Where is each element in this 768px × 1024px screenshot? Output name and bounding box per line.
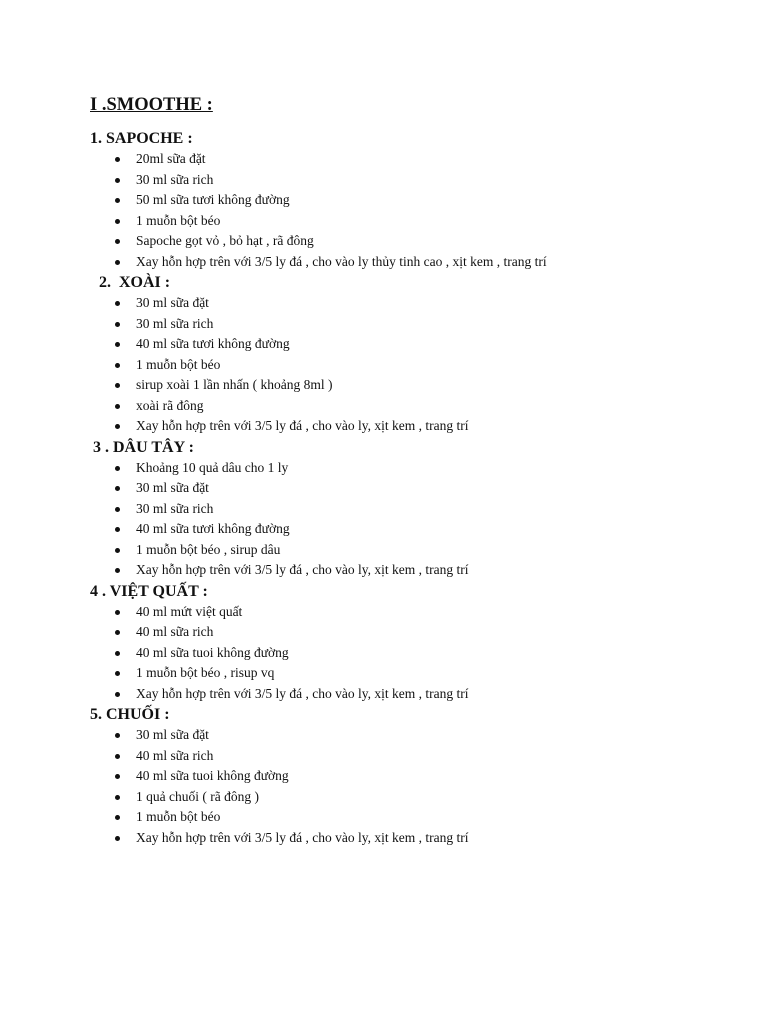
bullet-icon: [115, 198, 120, 203]
list-item-text: 50 ml sữa tươi không đường: [136, 192, 290, 207]
list-item: [0, 602, 768, 623]
list-item-text: 40 ml sữa rich: [136, 747, 214, 763]
list-item-text: 30 ml sữa rich: [136, 171, 214, 187]
bullet-icon: [115, 815, 120, 820]
recipe-section-viet-quat: [0, 581, 768, 705]
list-item: [0, 746, 768, 767]
bullet-icon: [115, 548, 120, 553]
list-item: [0, 560, 768, 581]
bullet-icon: [115, 774, 120, 779]
list-item: [0, 293, 768, 314]
list-item-text: 20ml sữa đặt: [136, 151, 206, 166]
list-item: [0, 766, 768, 787]
list-item: [0, 499, 768, 520]
list-item: [0, 478, 768, 499]
list-item-text: 1 muỗn bột béo: [136, 356, 221, 372]
list-item-text: 40 ml sữa rich: [136, 624, 214, 639]
list-item: [0, 355, 768, 376]
list-item: [0, 807, 768, 828]
list-item-text: 40 ml sữa tuoi không đường: [136, 644, 289, 660]
list-item-text: 30 ml sữa đặt: [136, 295, 209, 310]
document-title: I .SMOOTHE :: [90, 95, 213, 115]
list-item: [0, 663, 768, 684]
list-item-text: 40 ml sữa tuoi không đường: [136, 768, 289, 783]
list-item: [0, 787, 768, 808]
bullet-icon: [115, 610, 120, 615]
list-item: [0, 375, 768, 396]
list-item: [0, 231, 768, 252]
list-item-text: 1 muỗn bột béo , risup vq: [136, 665, 275, 680]
bullet-icon: [115, 754, 120, 759]
list-item: [0, 684, 768, 705]
list-item: [0, 828, 768, 849]
section-heading: 5. CHUỐI :: [90, 706, 170, 723]
list-item: [0, 211, 768, 232]
bullet-icon: [115, 836, 120, 841]
list-item: [0, 334, 768, 355]
list-item-text: Xay hỗn hợp trên với 3/5 ly đá , cho vào ly, xịt kem , trang trí: [136, 685, 469, 701]
list-item-text: 30 ml sữa rich: [136, 315, 214, 331]
list-item-text: Xay hỗn hợp trên với 3/5 ly đá , cho vào ly, xịt kem , trang trí: [136, 562, 469, 577]
bullet-icon: [115, 424, 120, 429]
list-item-text: Xay hỗn hợp trên với 3/5 ly đá , cho vào ly thủy tinh cao , xịt kem , trang trí: [136, 253, 547, 269]
list-item-text: Xay hỗn hợp trên với 3/5 ly đá , cho vào ly, xịt kem , trang trí: [136, 829, 469, 845]
section-heading: 3 . DÂU TÂY :: [93, 438, 194, 456]
ingredient-list: [0, 293, 768, 437]
bullet-icon: [115, 671, 120, 676]
recipe-sections: [0, 128, 768, 848]
bullet-icon: [115, 239, 120, 244]
bullet-icon: [115, 363, 120, 368]
bullet-icon: [115, 630, 120, 635]
list-item-text: 1 muỗn bột béo , sirup dâu: [136, 541, 281, 557]
bullet-icon: [115, 568, 120, 573]
list-item: [0, 314, 768, 335]
list-item: [0, 149, 768, 170]
ingredient-list: [0, 725, 768, 848]
list-item-text: sirup xoài 1 lần nhấn ( khoảng 8ml ): [136, 377, 333, 392]
bullet-icon: [115, 527, 120, 532]
bullet-icon: [115, 260, 120, 265]
list-item: [0, 540, 768, 561]
list-item-text: Xay hỗn hợp trên với 3/5 ly đá , cho vào ly, xịt kem , trang trí: [136, 418, 469, 433]
bullet-icon: [115, 651, 120, 656]
list-item-text: 1 quả chuối ( rã đông ): [136, 788, 259, 804]
recipe-section-chuoi: [0, 704, 768, 848]
recipe-section-xoai: [0, 272, 768, 437]
recipe-section-sapoche: [0, 128, 768, 272]
list-item-text: Sapoche gọt vỏ , bỏ hạt , rã đông: [136, 233, 314, 248]
ingredient-list: [0, 458, 768, 581]
bullet-icon: [115, 157, 120, 162]
bullet-icon: [115, 178, 120, 183]
recipe-section-dau-tay: [0, 437, 768, 581]
list-item-text: 1 muỗn bột béo: [136, 809, 221, 824]
list-item: [0, 622, 768, 643]
list-item-text: 30 ml sữa đặt: [136, 727, 209, 742]
bullet-icon: [115, 342, 120, 347]
list-item-text: 40 ml sữa tươi không đường: [136, 521, 290, 536]
list-item: [0, 170, 768, 191]
bullet-icon: [115, 322, 120, 327]
bullet-icon: [115, 507, 120, 512]
list-item: [0, 519, 768, 540]
ingredient-list: [0, 149, 768, 272]
bullet-icon: [115, 466, 120, 471]
bullet-icon: [115, 383, 120, 388]
list-item-text: 30 ml sữa rich: [136, 500, 214, 516]
list-item: [0, 190, 768, 211]
bullet-icon: [115, 692, 120, 697]
section-heading: 4 . VIỆT QUẤT :: [90, 582, 208, 600]
list-item-text: Khoảng 10 quả dâu cho 1 ly: [136, 459, 289, 475]
list-item: [0, 396, 768, 417]
list-item-text: xoài rã đông: [136, 397, 204, 413]
list-item: [0, 725, 768, 746]
bullet-icon: [115, 404, 120, 409]
list-item: [0, 252, 768, 273]
bullet-icon: [115, 795, 120, 800]
bullet-icon: [115, 301, 120, 306]
bullet-icon: [115, 219, 120, 224]
section-heading: 1. SAPOCHE :: [90, 130, 193, 147]
list-item: [0, 643, 768, 664]
list-item-text: 40 ml sữa tươi không đường: [136, 336, 290, 351]
list-item-text: 1 muỗn bột béo: [136, 212, 221, 228]
list-item: [0, 416, 768, 437]
list-item-text: 40 ml mứt việt quất: [136, 603, 243, 619]
section-heading: 2. XOÀI :: [99, 274, 171, 291]
bullet-icon: [115, 486, 120, 491]
bullet-icon: [115, 733, 120, 738]
list-item-text: 30 ml sữa đặt: [136, 480, 209, 495]
list-item: [0, 458, 768, 479]
ingredient-list: [0, 602, 768, 705]
